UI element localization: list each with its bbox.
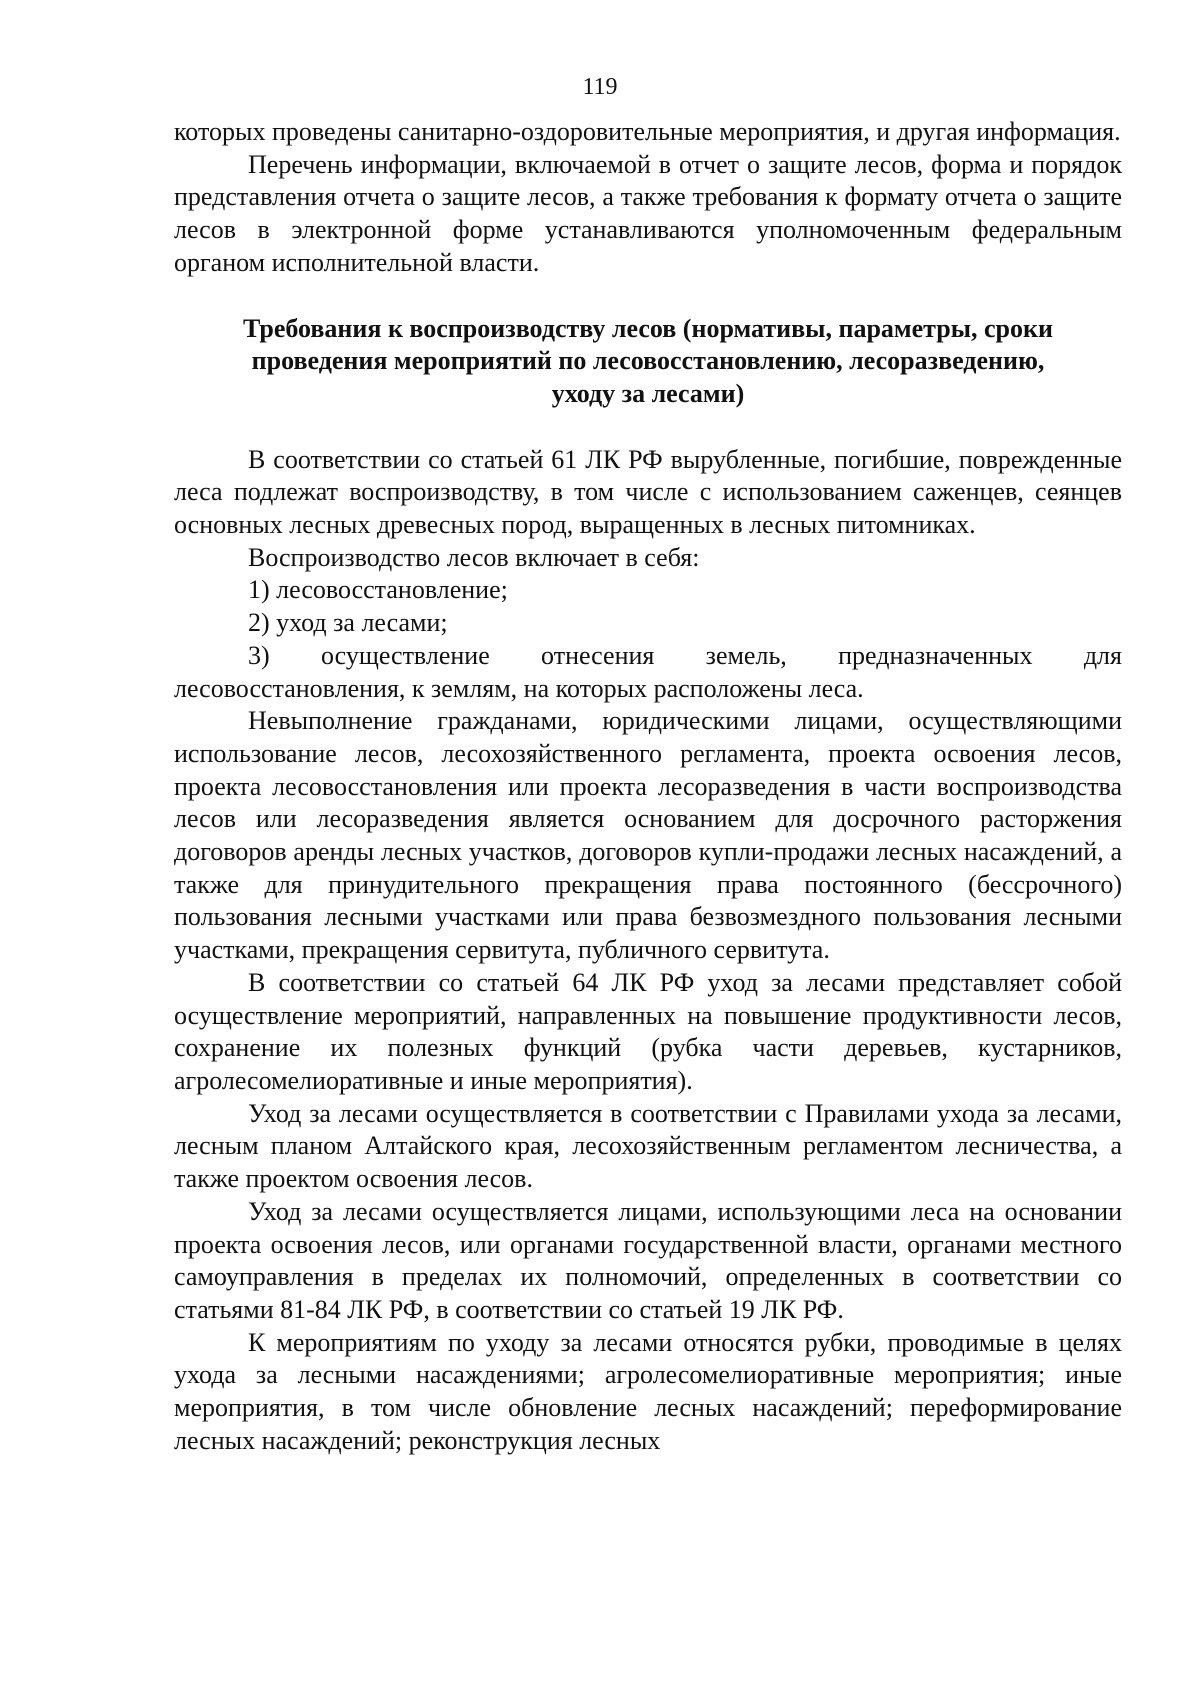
heading-line: уходу за лесами): [551, 378, 745, 408]
paragraph: которых проведены санитарно-оздоровительные мероприятия, и другая информация.: [174, 117, 1121, 146]
list-item: 2) уход за лесами;: [248, 608, 448, 638]
document-body: [174, 116, 1122, 1457]
paragraph: Воспроизводство лесов включает в себя:: [248, 542, 700, 572]
paragraph: Перечень информации, включаемой в отчет о защите лесов, форма и порядок представления отчета о защите лесов, а также требования к формату отчета о защите лесов в электронной форме устанавливаются уполномоченным федеральным органом исполнительной власти.: [174, 149, 1122, 277]
heading-line: Требования к воспроизводству лесов (нормативы, параметры, сроки: [243, 313, 1053, 343]
paragraph: В соответствии со статьей 64 ЛК РФ уход за лесами представляет собой осуществление мероприятий, направленных на повышение продуктивности лесов, сохранение их полезных функций (рубка части деревьев, кустарников, агролесомелиоративные и иные мероприятия).: [174, 967, 1122, 1095]
page-number: 119: [582, 74, 618, 100]
paragraph: В соответствии со статьей 61 ЛК РФ вырубленные, погибшие, поврежденные леса подлежат воспроизводству, в том числе с использованием саженцев, сеянцев основных лесных древесных пород, выращенных в лесных питомниках.: [174, 444, 1122, 540]
list-item: 3) осуществление отнесения земель, предназначенных для лесовосстановления, к землям, на которых расположены леса.: [174, 640, 1122, 703]
list-item: 1) лесовосстановление;: [248, 575, 508, 605]
paragraph: Уход за лесами осуществляется в соответствии с Правилами ухода за лесами, лесным планом Алтайского края, лесохозяйственным регламентом лесничества, а также проектом освоения лесов.: [174, 1098, 1122, 1194]
paragraph: К мероприятиям по уходу за лесами относятся рубки, проводимые в целях ухода за лесными насаждениями; агролесомелиоративные мероприятия; иные мероприятия, в том числе обновление лесных насаждений; переформирование лесных насаждений; реконструкция лесных: [174, 1327, 1122, 1455]
paragraph: Уход за лесами осуществляется лицами, использующими леса на основании проекта освоения лесов, или органами государственной власти, органами местного самоуправления в пределах их полномочий, определенных в соответствии со статьями 81-84 ЛК РФ, в соответствии со статьей 19 ЛК РФ.: [174, 1196, 1122, 1324]
heading-line: проведения мероприятий по лесовосстановлению, лесоразведению,: [251, 346, 1045, 376]
paragraph: Невыполнение гражданами, юридическими лицами, осуществляющими использование лесов, лесохозяйственного регламента, проекта освоения лесов, проекта лесовосстановления или проекта лесоразведения в части воспроизводства лесов или лесоразведения является основанием для досрочного расторжения договоров аренды лесных участков, договоров купли-продажи лесных насаждений, а также для принудительного прекращения права постоянного (бессрочного) пользования лесными участками или права безвозмездного пользования лесными участками, прекращения сервитута, публичного сервитута.: [174, 706, 1122, 965]
section-heading: [174, 313, 1122, 411]
